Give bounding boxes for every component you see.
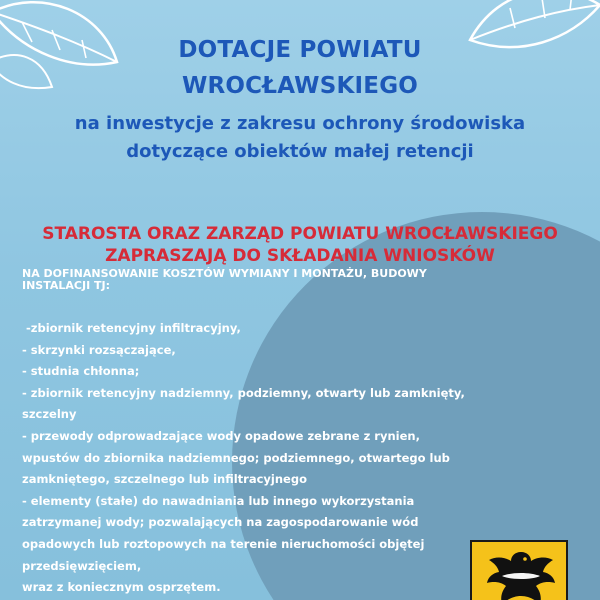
list-item: - elementy (stałe) do nawadniania lub innego wykorzystania (22, 493, 415, 508)
title-line: WROCŁAWSKIEGO (181, 73, 419, 99)
list-item: - skrzynki rozsączające, (22, 342, 176, 357)
page-subtitle (0, 110, 600, 166)
list-item: zatrzymanej wody; pozwalających na zagospodarowanie wód (22, 515, 419, 530)
invitation-line: STAROSTA ORAZ ZARZĄD POWIATU WROCŁAWSKIEGO (42, 224, 558, 244)
list-item: szczelny (22, 407, 77, 422)
title-line: DOTACJE POWIATU (178, 37, 422, 63)
list-item: przedsięwzięciem, (22, 558, 142, 573)
eagle-coat-of-arms-icon (470, 540, 568, 600)
list-item: wpustów do zbiornika nadziemnego; podziemnego, otwartego lub (22, 450, 450, 465)
invitation-line: ZAPRASZAJĄ DO SKŁADANIA WNIOSKÓW (105, 246, 495, 266)
list-item: opadowych lub roztopowych na terenie nieruchomości objętej (22, 536, 425, 551)
list-item: -zbiornik retencyjny infiltracyjny, (22, 321, 241, 335)
eagle-icon (472, 542, 568, 600)
list-item: zamkniętego, szczelnego lub infiltracyjnego (22, 472, 307, 487)
invitation-heading (0, 223, 600, 267)
intro-line: NA DOFINANSOWANIE KOSZTÓW WYMIANY I MONTAŻU, BUDOWY (22, 267, 427, 280)
list-item: wraz z koniecznym osprzętem. (22, 580, 221, 595)
list-item: - zbiornik retencyjny nadziemny, podziemny, otwarty lub zamknięty, (22, 385, 465, 400)
list-item: - przewody odprowadzające wody opadowe zebrane z rynien, (22, 428, 420, 443)
page-title (0, 32, 600, 104)
list-item: - studnia chłonna; (22, 364, 140, 379)
subtitle-line: dotyczące obiektów małej retencji (126, 141, 474, 162)
funding-intro (22, 268, 562, 292)
subtitle-line: na inwestycje z zakresu ochrony środowiska (74, 113, 526, 134)
installation-list (22, 318, 492, 599)
intro-line: INSTALACJI TJ: (22, 279, 110, 292)
